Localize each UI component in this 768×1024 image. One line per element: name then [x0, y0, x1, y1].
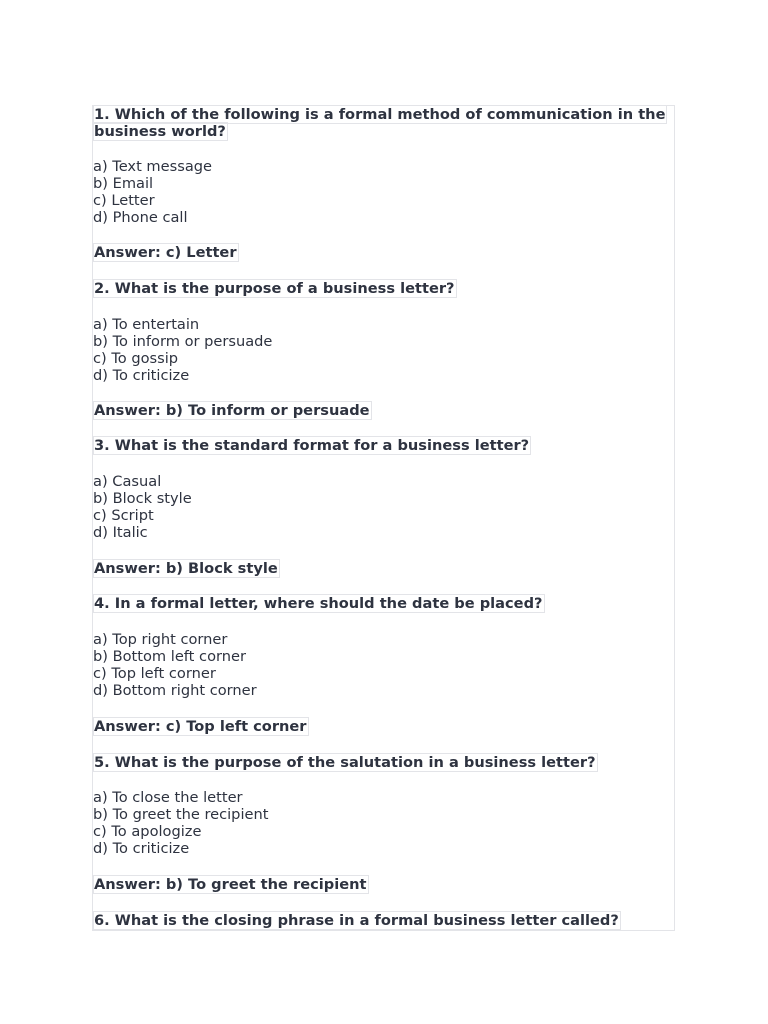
option: c) To apologize	[93, 823, 202, 840]
question-3: 3. What is the standard format for a business letter?	[94, 437, 530, 454]
option: b) To greet the recipient	[93, 806, 269, 823]
option: d) Italic	[93, 524, 148, 541]
question-2: 2. What is the purpose of a business letter?	[94, 280, 455, 297]
option: a) Casual	[93, 473, 162, 490]
answer-4: Answer: c) Top left corner	[94, 718, 307, 735]
options-5	[93, 789, 673, 857]
option: b) Email	[93, 175, 154, 192]
option: a) To close the letter	[93, 789, 243, 806]
question-4: 4. In a formal letter, where should the date be placed?	[94, 595, 543, 612]
options-4	[93, 631, 673, 699]
option: b) Block style	[93, 490, 192, 507]
question-1: 1. Which of the following is a formal method of communication in the business world?	[94, 106, 666, 140]
question-6: 6. What is the closing phrase in a formal business letter called?	[94, 912, 619, 929]
answer-5: Answer: b) To greet the recipient	[94, 876, 367, 893]
option: a) To entertain	[93, 316, 200, 333]
option: c) Letter	[93, 192, 155, 209]
option: a) Text message	[93, 158, 213, 175]
answer-2: Answer: b) To inform or persuade	[94, 402, 370, 419]
options-2	[93, 316, 673, 384]
options-3	[93, 473, 673, 541]
answer-1: Answer: c) Letter	[94, 244, 237, 261]
option: d) Phone call	[93, 209, 188, 226]
option: c) To gossip	[93, 350, 179, 367]
option: c) Script	[93, 507, 154, 524]
option: a) Top right corner	[93, 631, 228, 648]
answer-3: Answer: b) Block style	[94, 560, 278, 577]
option: b) To inform or persuade	[93, 333, 273, 350]
quiz-content	[93, 106, 673, 929]
options-1	[93, 158, 673, 226]
option: b) Bottom left corner	[93, 648, 246, 665]
option: d) To criticize	[93, 367, 190, 384]
question-5: 5. What is the purpose of the salutation in a business letter?	[94, 754, 596, 771]
option: d) Bottom right corner	[93, 682, 257, 699]
option: d) To criticize	[93, 840, 190, 857]
option: c) Top left corner	[93, 665, 216, 682]
